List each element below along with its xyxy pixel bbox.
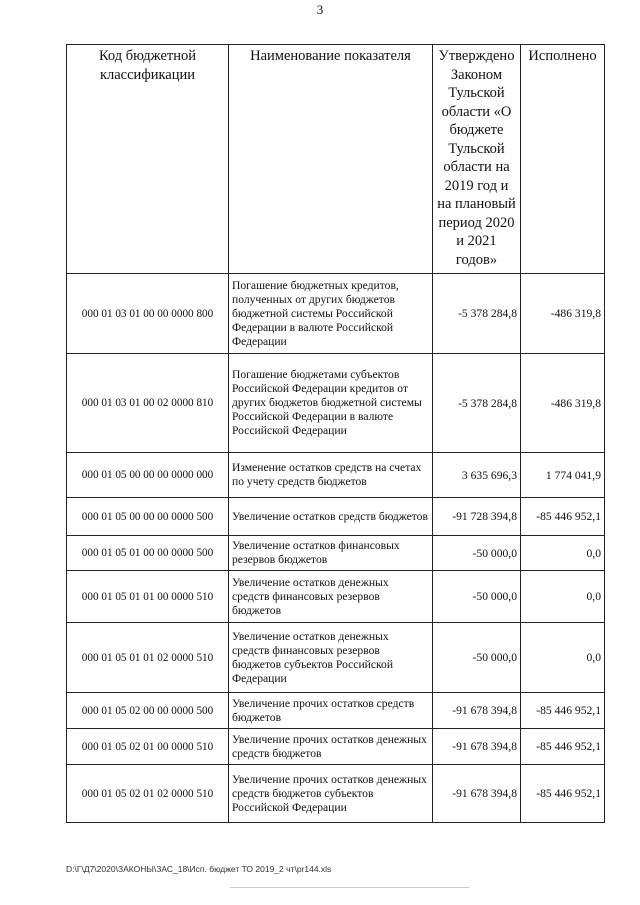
table-row: [67, 453, 605, 498]
row-code: 000 01 05 01 01 00 0000 510: [67, 571, 229, 623]
row-approved: -5 378 284,8: [433, 274, 521, 354]
scan-artifact-line: [230, 887, 470, 888]
page-number: 3: [316, 2, 324, 17]
row-name: Увеличение прочих остатков денежных средств бюджетов субъектов Российской Федерации: [229, 765, 433, 823]
table-row: [67, 729, 605, 765]
row-name: Увеличение остатков финансовых резервов бюджетов: [229, 536, 433, 571]
row-executed: -85 446 952,1: [521, 765, 605, 823]
row-code: 000 01 03 01 00 00 0000 800: [67, 274, 229, 354]
row-name: Погашение бюджетами субъектов Российской Федерации кредитов от других бюджетов бюджетной системы Российской Федерации в валюте Российской Федерации: [229, 354, 433, 453]
row-executed: 0,0: [521, 571, 605, 623]
row-executed: 0,0: [521, 623, 605, 693]
row-code: 000 01 05 02 01 00 0000 510: [67, 729, 229, 765]
row-name: Увеличение прочих остатков средств бюджетов: [229, 693, 433, 729]
row-executed: -85 446 952,1: [521, 498, 605, 536]
row-executed: 0,0: [521, 536, 605, 571]
footer-file-path: D:\Г\Д7\2020\ЗАКОНЫ\ЗАС_18\Исп. бюджет ТО 2019_2 чт\pr144.xls: [66, 864, 332, 874]
row-code: 000 01 05 01 00 00 0000 500: [67, 536, 229, 571]
header-code: Код бюджетной классификации: [67, 45, 229, 274]
table-row: [67, 274, 605, 354]
table-row: [67, 693, 605, 729]
table-row: [67, 623, 605, 693]
header-name: Наименование показателя: [229, 45, 433, 274]
table-row: [67, 354, 605, 453]
table-row: [67, 498, 605, 536]
row-approved: -50 000,0: [433, 571, 521, 623]
table-row: [67, 536, 605, 571]
row-approved: -91 678 394,8: [433, 765, 521, 823]
row-name: Погашение бюджетных кредитов, полученных от других бюджетов бюджетной системы Российской Федерации в валюте Российской Федерации: [229, 274, 433, 354]
table-header-row: [67, 45, 605, 274]
table-row: [67, 571, 605, 623]
table-row: [67, 765, 605, 823]
row-name: Увеличение остатков средств бюджетов: [229, 498, 433, 536]
row-executed: -486 319,8: [521, 354, 605, 453]
row-name: Увеличение прочих остатков денежных средств бюджетов: [229, 729, 433, 765]
row-code: 000 01 05 02 01 02 0000 510: [67, 765, 229, 823]
row-name: Увеличение остатков денежных средств финансовых резервов бюджетов субъектов Российской Федерации: [229, 623, 433, 693]
row-approved: -50 000,0: [433, 623, 521, 693]
header-approved: Утверждено Законом Тульской области «О бюджете Тульской области на 2019 год и на плановый период 2020 и 2021 годов»: [433, 45, 521, 274]
row-name: Изменение остатков средств на счетах по учету средств бюджетов: [229, 453, 433, 498]
row-approved: -91 678 394,8: [433, 729, 521, 765]
row-approved: -91 728 394,8: [433, 498, 521, 536]
row-code: 000 01 05 00 00 00 0000 500: [67, 498, 229, 536]
row-name: Увеличение остатков денежных средств финансовых резервов бюджетов: [229, 571, 433, 623]
row-code: 000 01 05 02 00 00 0000 500: [67, 693, 229, 729]
row-code: 000 01 05 01 01 02 0000 510: [67, 623, 229, 693]
row-approved: -50 000,0: [433, 536, 521, 571]
row-approved: -5 378 284,8: [433, 354, 521, 453]
row-code: 000 01 05 00 00 00 0000 000: [67, 453, 229, 498]
header-executed: Исполнено: [521, 45, 605, 274]
row-executed: 1 774 041,9: [521, 453, 605, 498]
row-code: 000 01 03 01 00 02 0000 810: [67, 354, 229, 453]
row-approved: -91 678 394,8: [433, 693, 521, 729]
row-approved: 3 635 696,3: [433, 453, 521, 498]
row-executed: -486 319,8: [521, 274, 605, 354]
budget-table: [66, 44, 605, 823]
row-executed: -85 446 952,1: [521, 693, 605, 729]
row-executed: -85 446 952,1: [521, 729, 605, 765]
